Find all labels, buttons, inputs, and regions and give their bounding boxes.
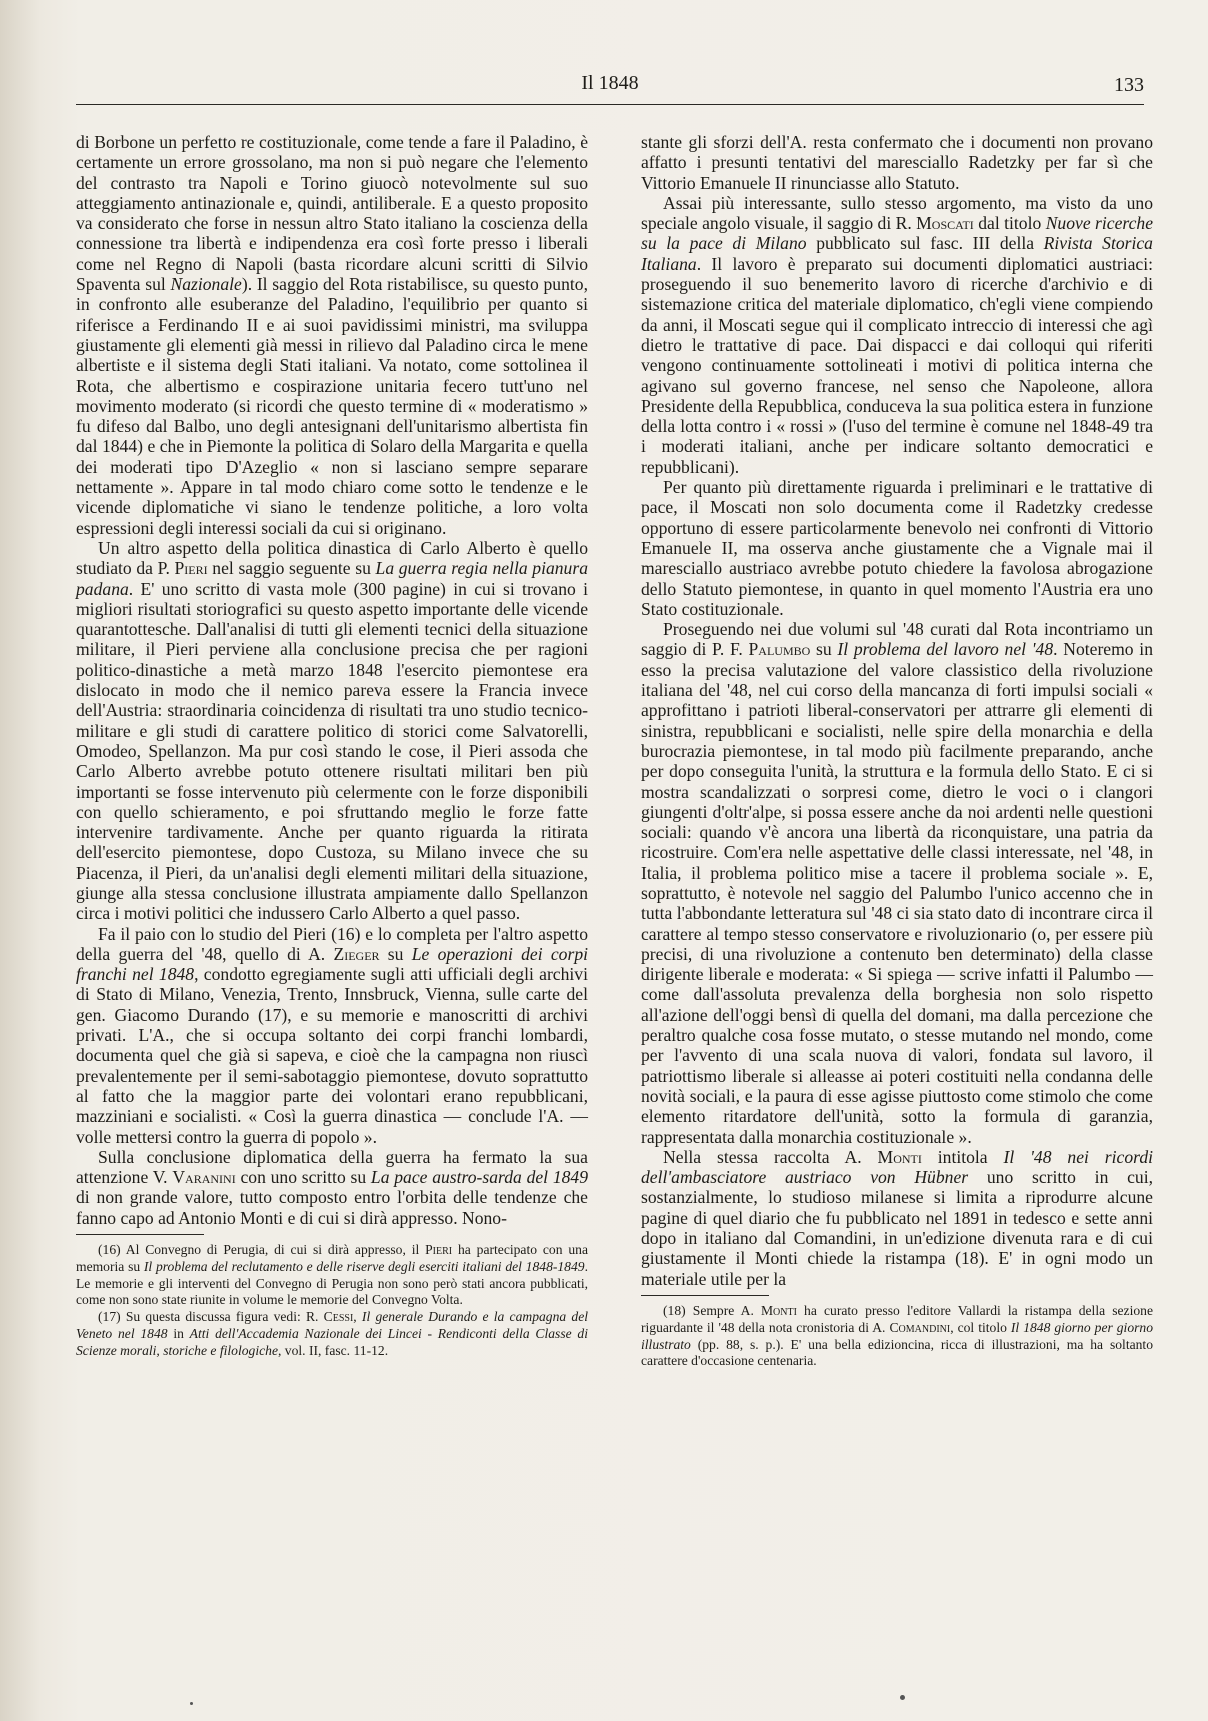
- running-head: [76, 70, 1144, 105]
- work-title: La guerra regia nella pianura padana: [76, 558, 588, 599]
- footnote-16: (16) Al Convegno di Perugia, di cui si dirà appresso, il Pieri ha partecipato con una memoria su Il problema del reclutamento e delle riserve degli eserciti italiani del 1848-1849. Le memorie e gli interventi del Convegno di Perugia non sono però stati ancora pubblicati, come non sono state riunite in volume le memorie del Convegno Volta.: [76, 1242, 588, 1308]
- paragraph: Per quanto più direttamente riguarda i preliminari e le trattative di pace, il Moscati non solo documenta come il Radetzky credesse opportuno di essere particolarmente benevolo nei confronti di Vittorio Emanuele II, ma osserva anche giustamente che a Vignale mai il maresciallo austriaco avrebbe potuto chiedere la favolosa abrogazione dello Statuto piemontese, in quanto in quel momento l'Austria era uno Stato costituzionale.: [641, 477, 1153, 619]
- footnote-rule: [76, 1234, 204, 1235]
- footnote-17: (17) Su questa discussa figura vedi: R. Cessi, Il generale Durando e la campagna del Veneto nel 1848 in Atti dell'Accademia Nazionale dei Lincei - Rendiconti della Classe di Scienze morali, storiche e filologiche, vol. II, fasc. 11-12.: [76, 1309, 589, 1358]
- paragraph: stante gli sforzi dell'A. resta confermato che i documenti non provano affatto i presunti tentativi del maresciallo Radetzky per far sì che Vittorio Emanuele II rinunciasse allo Statuto.: [641, 132, 1153, 193]
- work-title: Le operazioni dei corpi franchi nel 1848: [76, 943, 589, 985]
- author-name: Monti: [877, 1146, 922, 1167]
- author-name: Zieger: [333, 943, 380, 964]
- paragraph: Un altro aspetto della politica dinastica di Carlo Alberto è quello studiato da P. Pieri nel saggio seguente su La guerra regia nella pianura padana. E' uno scritto di vasta mole (300 pagine) in cui si trovano i migliori risultati storiografici su questo aspetto importante delle vicende quarantottesche. Dall'analisi di tutti gli elementi tecnici della situazione militare, il Pieri perviene alla conclusione precisa che per ragioni politico-dinastiche a metà marzo 1848 l'esercito piemontese era dislocato in modo che il nemico pareva essere la Francia invece dell'Austria: straordinaria coincidenza di risultati tra uno studio tecnico-militare e gli studi di carattere politico di storici come Salvatorelli, Omodeo, Spellanzon. Ma pur così stando le cose, il Pieri assoda che Carlo Alberto avrebbe potuto ottenere risultati militari ben più importanti se fosse intervenuto più celermente con le forze disponibili con quello schieramento, e poi sfruttando meglio le forze fatte intervenire tardivamente. Anche per quanto riguarda la ritirata dell'esercito piemontese, dopo Custoza, su Milano invece che su Piacenza, il Pieri, da un'analisi degli elementi militari della situazione, giunge alla stessa conclusione illustrata ampiamente dallo Spellanzon circa i motivi politici che indussero Carlo Alberto a quel passo.: [76, 537, 588, 924]
- paragraph: Fa il paio con lo studio del Pieri (16) e lo completa per l'altro aspetto della guerra del '48, quello di A. Zieger su Le operazioni dei corpi franchi nel 1848, condotto egregiamente sugli atti ufficiali degli archivi di Stato di Milano, Venezia, Trento, Innsbruck, Vienna, sulle carte del gen. Giacomo Durando (17), e su memorie e manoscritti di archivi privati. L'A., che si occupa soltanto dei corpi franchi lombardi, documenta quel che già si sapeva, e cioè che la campagna non riuscì prevalentemente per il semi-sabotaggio piemontese, dovuto soprattutto al fatto che la maggior parte dei volontari erano repubblicani, mazziniani e socialisti. « Così la guerra dinastica — conclude l'A. — volle mettersi contro la guerra di popolo ».: [76, 923, 589, 1147]
- right-column: [641, 132, 1153, 1370]
- work-title: Il problema del lavoro nel '48: [837, 639, 1054, 660]
- left-column: [76, 132, 588, 1360]
- running-title: Il 1848: [581, 72, 639, 94]
- work-title: Nuove ricerche su la pace di Milano: [641, 213, 1154, 254]
- author-name: Pieri: [174, 558, 208, 579]
- paragraph: Proseguendo nei due volumi sul '48 curati dal Rota incontriamo un saggio di P. F. Palumbo su Il problema del lavoro nel '48. Noteremo in esso la precisa valutazione del valore classistico della rivoluzione italiana del '48, nel cui corso della mancanza di forti impulsi sociali « approfittano i patrioti liberal-conservatori per attrarre gli elementi di sinistra, repubblicani e socialisti, nelle spire della monarchia e della burocrazia piemontese, in tal modo più facilmente preparando, anche per dopo conseguita l'unità, la struttura e la formula dello Stato. E ci si mostra scandalizzati o sorpresi come, dietro le voci o i clangori giungenti d'oltr'alpe, si possa essere anche da noi ardenti nelle questioni sociali: quando v'è ancora una libertà da riconquistare, una patria da ricostruire. Com'era nelle aspettative delle classi interessate, nel '48, in Italia, il problema politico mise a tacere il problema sociale ». E, soprattutto, è notevole nel saggio del Palumbo l'unico accenno che in tutta l'abbondante letteratura sul '48 ci sia stato dato di incontrare circa il carattere al tempo stesso conservatore e rivoluzionario (o, per essere più precisi, di una rivoluzione a contenuto ben determinato) della classe dirigente liberale e moderata: « Si spiega — scrive infatti il Palumbo — come dall'assoluta prevalenza della borghesia non solo rispetto all'azione dell'oggi bensì di quella del domani, ma dalla percezione che peraltro qualche cosa fosse mutato, o stesse mutando nel mondo, come per l'avvento di una scala nuova di valori, fondata sul lavoro, il patriottismo liberale si alleasse ai poteri costituiti nella condanna delle novità sociali, e la paura di esse agisse piuttosto come stimolo che come elemento ritardatore dell'unità, sotto la formula di garanzia, rappresentata dalla monarchia costituzionale ».: [641, 619, 1153, 1147]
- work-title: La pace austro-sarda del 1849: [370, 1167, 589, 1188]
- paragraph: Sulla conclusione diplomatica della guerra ha fermato la sua attenzione V. Varanini con uno scritto su La pace austro-sarda del 1849 di non grande valore, tutto composto entro l'orbita delle tendenze che fanno capo ad Antonio Monti e di cui si dirà appresso. Nono-: [76, 1146, 589, 1228]
- paragraph: Nella stessa raccolta A. Monti intitola Il '48 nei ricordi dell'ambasciatore austriaco von Hübner uno scritto in cui, sostanzialmente, lo studioso milanese si limita a riprodurre alcune pagine di quel diario che fu pubblicato nel 1891 in tedesco e sette anni dopo in italiano dal Comandini, in un'edizione divenuta rara e di cui giustamente il Monti chiede la ristampa (18). E' in ogni modo un materiale utile per la: [641, 1146, 1154, 1289]
- page-number: 133: [1114, 74, 1144, 96]
- work-title: Il '48 nei ricordi dell'ambasciatore austriaco von Hübner: [641, 1146, 1154, 1188]
- author-name: Palumbo: [748, 639, 811, 660]
- ink-speck: [190, 1702, 193, 1705]
- paragraph: di Borbone un perfetto re costituzionale, come tende a fare il Paladino, è certamente un errore grossolano, ma non si può negare che l'elemento del contrasto tra Napoli e Torino giuocò notevolmente sul suo atteggiamento antinazionale e, quindi, antiliberale. E a questo proposito va considerato che forse in nessun altro Stato italiano la coscienza della connessione tra libertà e indipendenza era così forte presso i liberali come nel Regno di Napoli (basta ricordare alcuni scritti di Silvio Spaventa sul Nazionale). Il saggio del Rota ristabilisce, su questo punto, in confronto alle esuberanze del Paladino, l'equilibrio per quanto si riferisce a Ferdinando II e ai suoi pavidissimi ministri, ma sviluppa giustamente gli elementi già messi in rilievo dal Paladino circa le mene albertiste e il sistema degli Stati italiani. Va notato, come sottolinea il Rota, che albertismo e cospirazione unitaria fecero tutt'uno nel movimento moderato (si ricordi che questo termine di « moderatismo » fu difeso dal Balbo, uno degli antesignani dell'unitarismo albertista fin dal 1844) e che in Piemonte la politica di Solaro della Margarita e quella dei moderati tipo D'Azeglio « non si lasciano sempre separare nettamente ». Appare in tal modo chiaro come sotto le tendenze e le vicende diplomatiche vi siano le tendenze politiche, a loro volta espressioni degli interessi sociali da cui si originano.: [76, 132, 588, 538]
- journal-title: Rivista Storica Italiana: [641, 233, 1153, 274]
- footnote-18: (18) Sempre A. Monti ha curato presso l'editore Vallardi la ristampa della sezione riguardante il '48 della nota cronistoria di A. Comandini, col titolo Il 1848 giorno per giorno illustrato (pp. 88, s. p.). E' una bella edizioncina, ricca di illustrazioni, ma ha soltanto carattere d'occasione centenaria.: [641, 1302, 1154, 1369]
- paragraph: Assai più interessante, sullo stesso argomento, ma visto da uno speciale angolo visuale, il saggio di R. Moscati dal titolo Nuove ricerche su la pace di Milano pubblicato sul fasc. III della Rivista Storica Italiana. Il lavoro è preparato sui documenti diplomatici austriaci: proseguendo il suo benemerito lavoro di ricerche d'archivio e di sistemazione critica del materiale diplomatico, ch'egli viene compiendo da anni, il Moscati segue qui il complicato intreccio di interessi che agì dietro le trattative di pace. Dai dispacci e dai colloqui qui riferiti vengono continuamente sottolineati i motivi di politica interna che agivano sul governo francese, nel senso che Napoleone, allora Presidente della Repubblica, conduceva la sua politica estera in funzione della lotta contro i « rossi » (l'uso del termine è comune nel 1848-49 tra i moderati italiani, anche per indicare soltanto democratici e repubblicani).: [641, 192, 1154, 477]
- author-name: Varanini: [172, 1167, 236, 1188]
- author-name: Moscati: [916, 213, 974, 234]
- footnote-rule: [641, 1295, 769, 1296]
- ink-speck: [900, 1695, 905, 1700]
